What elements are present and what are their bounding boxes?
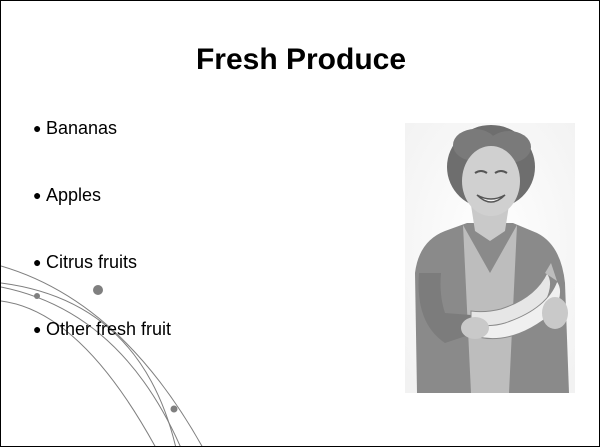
- bullet-item: [33, 318, 171, 385]
- bullet-item: [33, 251, 171, 318]
- bullet-icon: ●: [33, 254, 42, 270]
- bullet-item: [33, 184, 171, 251]
- bullet-item: [33, 117, 171, 184]
- bullet-icon: ●: [33, 321, 42, 337]
- arc-dot-bottom: [171, 406, 178, 413]
- bullet-label: Other fresh fruit: [46, 319, 172, 339]
- bullet-icon: ●: [33, 187, 42, 203]
- bullet-label: Bananas: [46, 118, 118, 138]
- bullet-icon: ●: [33, 120, 42, 136]
- woman-with-bananas-photo: [405, 123, 575, 393]
- slide-title: Fresh Produce: [195, 43, 407, 76]
- bullet-list: [33, 117, 171, 385]
- bullet-label: Apples: [46, 185, 102, 205]
- bullet-label: Citrus fruits: [46, 252, 138, 272]
